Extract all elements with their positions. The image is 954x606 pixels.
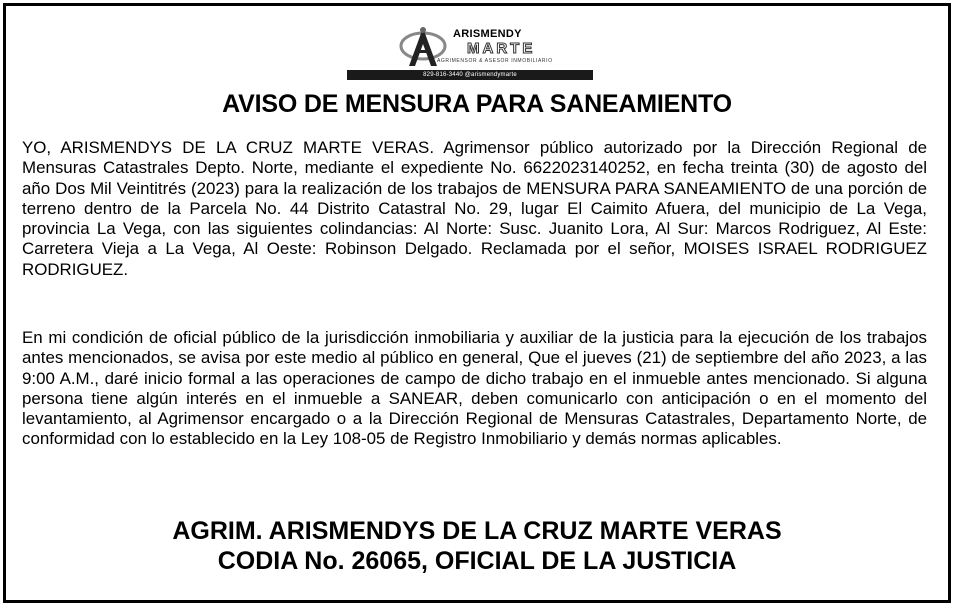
signature-credentials: CODIA No. 26065, OFICIAL DE LA JUSTICIA [217, 547, 737, 575]
notice-title: AVISO DE MENSURA PARA SANEAMIENTO [222, 90, 732, 118]
logo-tagline: AGRIMENSOR & ASESOR INMOBILIARIO [437, 58, 553, 64]
notice-paragraph-1: YO, ARISMENDYS DE LA CRUZ MARTE VERAS. Agrimensor público autorizado por la Dirección Regional de Mensuras Catastrales Depto. Norte, mediante el expediente No. 6622023140252, en fecha treinta (30) de agosto del año Dos Mil Veintitrés (2023) para la realización de los trabajos de MENSURA PARA SANEAMIENTO de una porción de terreno dentro de la Parcela No. 44 Distrito Catastral No. 29, lugar El Caimito Afuera, del municipio de La Vega, provincia La Vega, con las siguientes colindancias: Al Norte: Susc. Juanito Lora, Al Sur: Marcos Rodriguez, Al Este: Carretera Vieja a La Vega, Al Oeste: Robinson Delgado. Reclamada por el señor, MOISES ISRAEL RODRIGUEZ RODRIGUEZ. [22, 138, 927, 279]
signature-name: AGRIM. ARISMENDYS DE LA CRUZ MARTE VERAS [172, 517, 782, 545]
logo-name-line2: MARTE [467, 40, 536, 57]
company-logo [395, 24, 595, 82]
logo-name-line1: ARISMENDY [453, 28, 522, 40]
notice-paragraph-2: En mi condición de oficial público de la jurisdicción inmobiliaria y auxiliar de la justicia para la ejecución de los trabajos antes mencionados, se avisa por este medio al público en general, Que el jueves (21) de septiembre del año 2023, a las 9:00 A.M., daré inicio formal a las operaciones de campo de dicho trabajo en el inmueble antes mencionado. Si alguna persona tiene algún interés en el inmueble a SANEAR, deben comunicarlo con anticipación o en el momento del levantamiento, al Agrimensor encargado o a la Dirección Regional de Mensuras Catastrales, Departamento Norte, de conformidad con lo establecido en la Ley 108-05 de Registro Inmobiliario y demás normas aplicables. [22, 328, 927, 449]
logo-contact-bar: 829-816-3440 @arismendymarte [347, 70, 593, 80]
